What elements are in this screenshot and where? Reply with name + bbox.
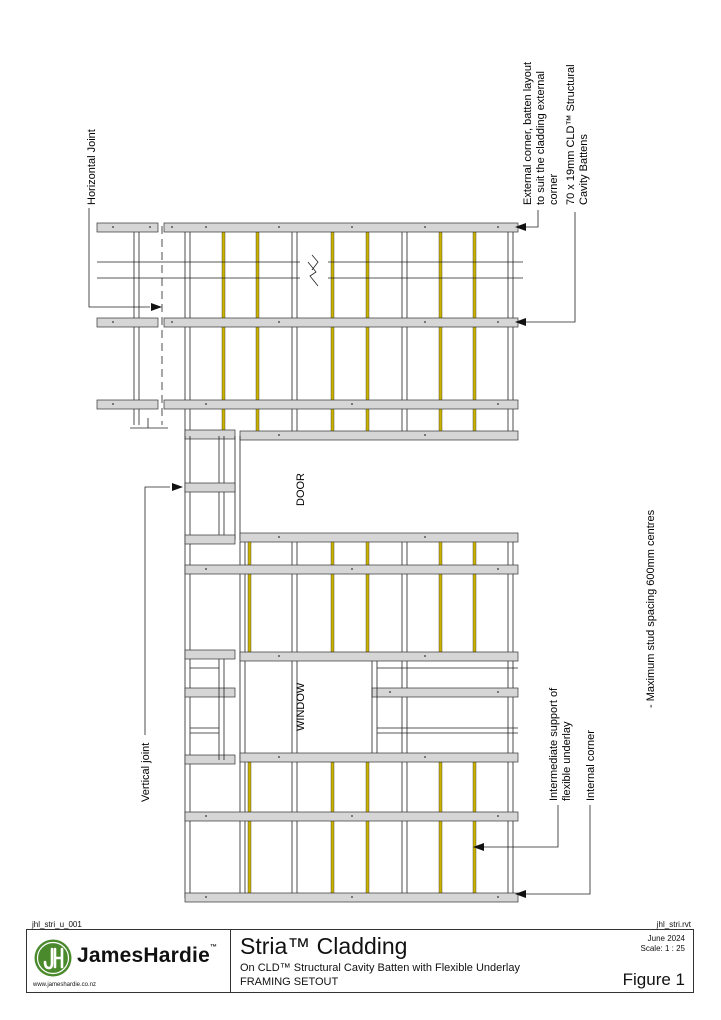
drawing-date: June 2024: [647, 934, 685, 943]
middle-battens: [185, 565, 518, 902]
intermediate-support-line-1: Intermediate support of: [548, 687, 560, 801]
drawing-title: Stria™ Cladding: [240, 933, 408, 959]
upper-battens: [97, 223, 518, 440]
leader-lines: [89, 208, 590, 894]
title-block-divider: [230, 930, 231, 992]
jh-logo-icon: [33, 938, 73, 978]
figure-number: Figure 1: [622, 970, 685, 989]
brand-tm: ™: [209, 944, 218, 951]
batten-label: [565, 64, 590, 205]
window-label: WINDOW: [295, 682, 307, 731]
window-framing: [190, 659, 518, 760]
internal-corner-label: Internal corner: [585, 730, 597, 801]
batten-line-2: Cavity Battens: [578, 134, 590, 205]
brand-name: [77, 944, 217, 968]
door-label: DOOR: [295, 473, 307, 506]
break-lines: [97, 255, 523, 286]
file-ref-right: jhl_stri.rvt: [656, 920, 691, 929]
title-block: [26, 929, 694, 993]
horizontal-joint-label: Horizontal Joint: [86, 129, 98, 205]
drawing-subtitle: On CLD™ Structural Cavity Batten with Flexible Underlay: [240, 962, 520, 974]
brand-logo: [33, 938, 228, 978]
intermediate-support-label: [548, 687, 573, 801]
website-link[interactable]: www.jameshardie.co.nz: [33, 982, 97, 988]
drawing-scale: Scale: 1 : 25: [640, 944, 685, 953]
drawing-subtitle-2: FRAMING SETOUT: [240, 976, 339, 988]
batten-line-1: 70 x 19mm CLD™ Structural: [565, 64, 577, 205]
stud-spacing-note: - Maximum stud spacing 600mm centres: [645, 509, 657, 708]
middle-studs: [240, 542, 513, 898]
intermediate-support-line-2: flexible underlay: [561, 721, 573, 801]
door-framing: [185, 436, 240, 898]
file-ref-left: jhl_stri_u_001: [32, 920, 82, 929]
middle-intermediate-supports: [248, 542, 476, 898]
vertical-joint-label: Vertical joint: [140, 742, 152, 802]
external-corner-line-3: corner: [548, 173, 560, 205]
external-corner-line-2: to suit the cladding external: [535, 71, 547, 205]
brand-text: JamesHardie: [77, 944, 210, 967]
external-corner-label: [522, 62, 560, 205]
external-corner-line-1: External corner, batten layout: [522, 61, 534, 205]
